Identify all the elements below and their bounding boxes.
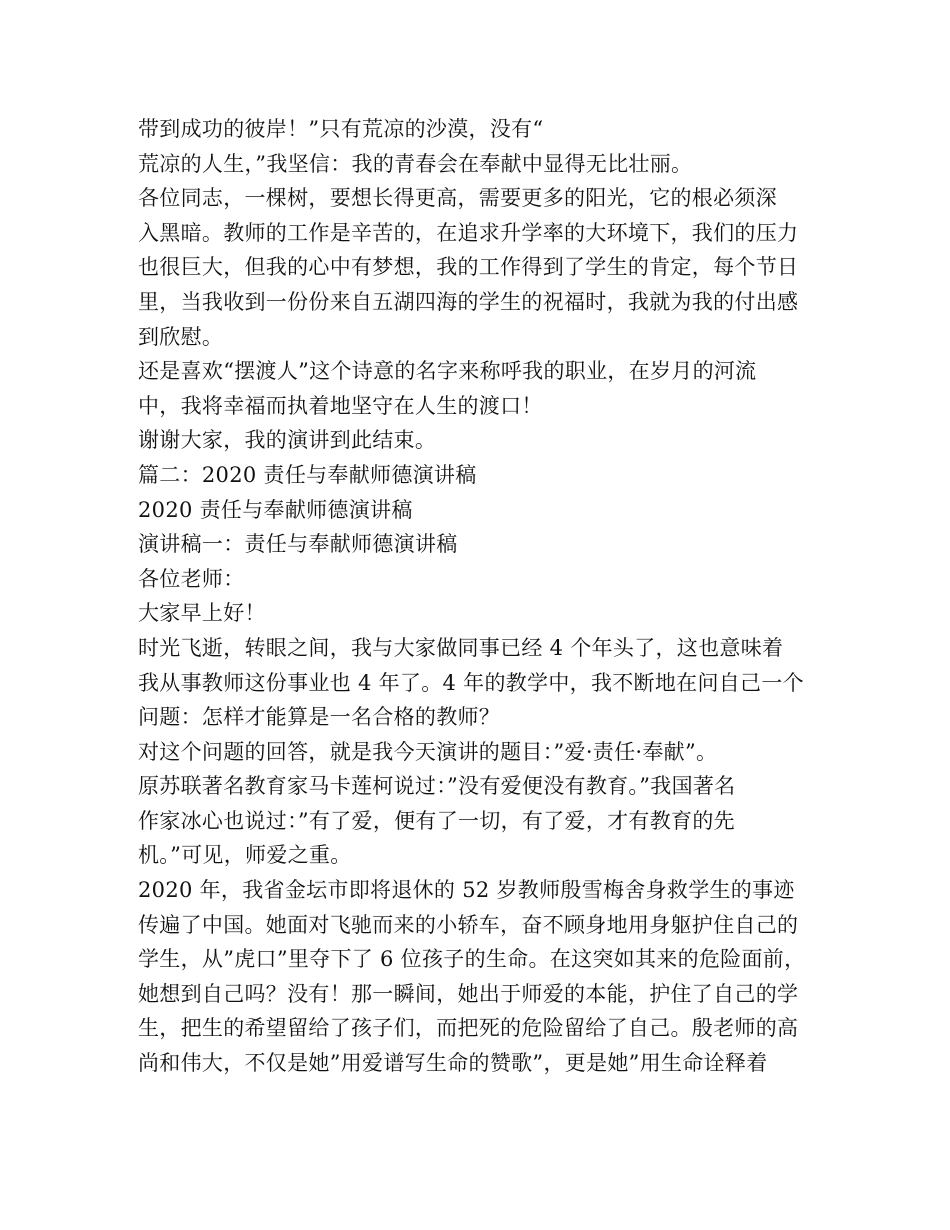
text-line: 演讲稿一：责任与奉献师德演讲稿	[138, 532, 458, 557]
text-line: 各位同志，一棵树，要想长得更高，需要更多的阳光，它的根必须深	[138, 186, 777, 211]
text-line: 我从事教师这份事业也 4 年了。4 年的教学中，我不断地在问自己一个	[138, 670, 804, 695]
text-line: 时光飞逝，转眼之间，我与大家做同事已经 4 个年头了，这也意味着	[138, 635, 784, 660]
text-line: 2020 责任与奉献师德演讲稿	[138, 497, 413, 522]
section-heading: 篇二：2020 责任与奉献师德演讲稿	[138, 462, 477, 487]
text-line: 入黑暗。教师的工作是辛苦的，在追求升学率的大环境下，我们的压力	[138, 220, 799, 245]
document-body	[138, 112, 838, 1081]
text-line: 对这个问题的回答，就是我今天演讲的题目：”爱·责任·奉献”。	[138, 739, 718, 764]
text-line: 里，当我收到一份份来自五湖四海的学生的祝福时，我就为我的付出感	[138, 289, 799, 314]
text-line: 作家冰心也说过：”有了爱，便有了一切，有了爱，才有教育的先	[138, 808, 735, 833]
text-line: 大家早上好！	[138, 601, 266, 626]
text-line: 问题：怎样才能算是一名合格的教师？	[138, 705, 501, 730]
text-line: 到欣慰。	[138, 324, 224, 349]
text-line: 传遍了中国。她面对飞驰而来的小轿车，奋不顾身地用身躯护住自己的	[138, 912, 799, 937]
text-line: 她想到自己吗？没有！那一瞬间，她出于师爱的本能，护住了自己的学	[138, 981, 799, 1006]
text-line: 学生，从”虎口”里夺下了 6 位孩子的生命。在这突如其来的危险面前，	[138, 947, 806, 972]
text-line: 各位老师：	[138, 566, 245, 591]
text-line: 机。”可见，师爱之重。	[138, 843, 352, 868]
text-line: 荒凉的人生，”我坚信：我的青春会在奉献中显得无比壮丽。	[138, 151, 693, 176]
text-line: 谢谢大家，我的演讲到此结束。	[138, 428, 437, 453]
text-line: 生，把生的希望留给了孩子们，而把死的危险留给了自己。殷老师的高	[138, 1016, 799, 1041]
text-line: 带到成功的彼岸！”只有荒凉的沙漠，没有“	[138, 117, 544, 141]
text-line: 也很巨大，但我的心中有梦想，我的工作得到了学生的肯定，每个节日	[138, 255, 799, 280]
text-line: 原苏联著名教育家马卡莲柯说过：”没有爱便没有教育。”我国著名	[138, 774, 736, 799]
text-line: 中，我将幸福而执着地坚守在人生的渡口！	[138, 393, 543, 418]
text-line: 尚和伟大，不仅是她”用爱谱写生命的赞歌”，更是她”用生命诠释着	[138, 1051, 768, 1076]
text-line: 还是喜欢“摆渡人”这个诗意的名字来称呼我的职业，在岁月的河流	[138, 359, 757, 384]
text-line: 2020 年，我省金坛市即将退休的 52 岁教师殷雪梅舍身救学生的事迹	[138, 878, 795, 903]
